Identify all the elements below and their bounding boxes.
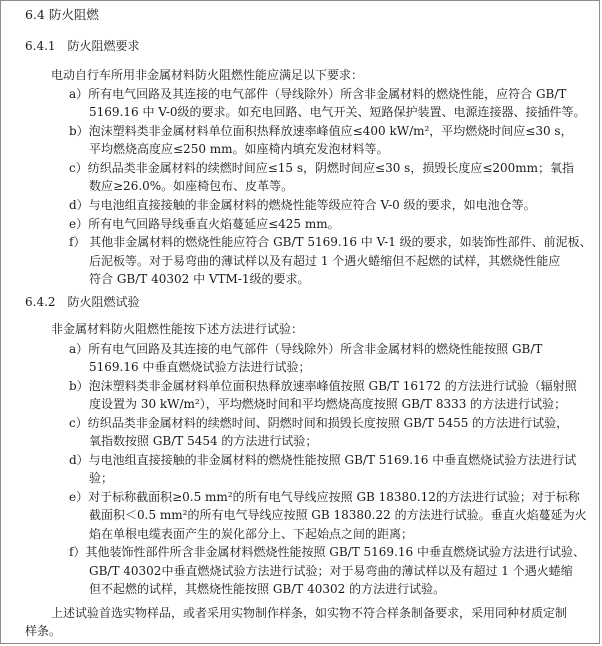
req-item-c-line1: c）纺织品类非金属材料的续燃时间应≤15 s，阴燃时间应≤30 s，损毁长度应≤200mm；氧指: [69, 161, 575, 175]
req-item-f-line1: f） 其他非金属材料的燃烧性能应符合 GB/T 5169.16 中 V-1 级的要求，如装饰性部件、前泥板、: [69, 235, 592, 249]
test-item-f-line1: f）其他装饰性部件所含非金属材料燃烧性能按照 GB/T 5169.16 中垂直燃烧试验方法进行试验、: [69, 545, 585, 559]
req-item-c-line2: 数应≥26.0%。如座椅包布、皮革等。: [89, 179, 294, 193]
tests-intro: 非金属材料防火阻燃性能按下述方法进行试验：: [51, 322, 304, 336]
test-item-f-line2: GB/T 40302中垂直燃烧试验方法进行试验；对于易弯曲的薄试样以及有超过 1 个遇火蜷缩: [89, 564, 573, 578]
req-item-f-line3: 符合 GB/T 40302 中 VTM-1级的要求。: [89, 272, 310, 286]
test-item-a-line1: a）所有电气回路及其连接的电气部件（导线除外）所含非金属材料的燃烧性能按照 GB/T: [69, 342, 543, 356]
test-item-d-line1: d）与电池组直接接触的非金属材料的燃烧性能按照 GB/T 5169.16 中垂直燃烧试验方法进行试: [69, 453, 577, 467]
requirements-intro: 电动自行车所用非金属材料防火阻燃性能应满足以下要求：: [51, 68, 364, 82]
section-heading-6-4-2: 6.4.2 防火阻燃试验: [25, 295, 140, 309]
req-item-b-line2: 平均燃烧高度应≤250 mm。如座椅内填充发泡材料等。: [89, 142, 389, 156]
test-item-e-line1: e）对于标称截面积≥0.5 mm²的所有电气导线应按照 GB 18380.12的方法进行试验；对于标称: [69, 490, 580, 504]
req-item-b-line1: b）泡沫塑料类非金属材料单位面积热释放速率峰值应≤400 kW/m²，平均燃烧时间应≤30 s，: [69, 124, 573, 138]
test-item-e-line3: 焰在单根电缆表面产生的炭化部分上、下起始点之间的距离；: [89, 527, 414, 541]
req-item-e: e）所有电气回路导线垂直火焰蔓延应≤425 mm。: [69, 217, 340, 231]
test-item-d-line2: 验；: [89, 471, 114, 485]
req-item-f-line2: 后泥板等。对于易弯曲的薄试样以及有超过 1 个遇火蜷缩但不起燃的试样，其燃烧性能应: [89, 254, 561, 268]
test-item-b-line1: b）泡沫塑料类非金属材料单位面积热释放速率峰值按照 GB/T 16172 的方法进行试验（辐射照: [69, 379, 577, 393]
section-heading-6-4-1: 6.4.1 防火阻燃要求: [25, 39, 140, 53]
section-heading-6-4: 6.4 防火阻燃: [25, 7, 99, 22]
test-item-c-line2: 氧指数按照 GB/T 5454 的方法进行试验；: [89, 434, 318, 448]
test-item-f-line3: 但不起燃的试样，其燃烧性能按照 GB/T 40302 的方法进行试验。: [89, 582, 446, 596]
closing-paragraph-line2: 样条。: [25, 624, 62, 638]
req-item-d: d）与电池组直接接触的非金属材料的燃烧性能等级应符合 V-0 级的要求，如电池仓等。: [69, 198, 536, 212]
test-item-a-line2: 5169.16 中垂直燃烧试验方法进行试验；: [89, 360, 311, 374]
closing-paragraph-line1: 上述试验首选实物样品，或者采用实物制作样条，如实物不符合样条制备要求，采用同种材质定制: [51, 606, 568, 620]
test-item-b-line2: 度设置为 30 kW/m²），平均燃烧时间和平均燃烧高度按照 GB/T 8333 的方法进行试验；: [89, 397, 567, 411]
test-item-c-line1: c）纺织品类非金属材料的续燃时间、阴燃时间和损毁长度按照 GB/T 5455 的方法进行试验，: [69, 416, 569, 430]
req-item-a-line1: a）所有电气回路及其连接的电气部件（导线除外）所含非金属材料的燃烧性能，应符合 GB/T: [69, 87, 567, 101]
test-item-e-line2: 截面积＜0.5 mm²的所有电气导线应按照 GB 18380.22 的方法进行试验。垂直火焰蔓延为火: [89, 508, 587, 522]
req-item-a-line2: 5169.16 中 V-0级的要求。如充电回路、电气开关、短路保护装置、电源连接器、接插件等。: [89, 105, 586, 119]
